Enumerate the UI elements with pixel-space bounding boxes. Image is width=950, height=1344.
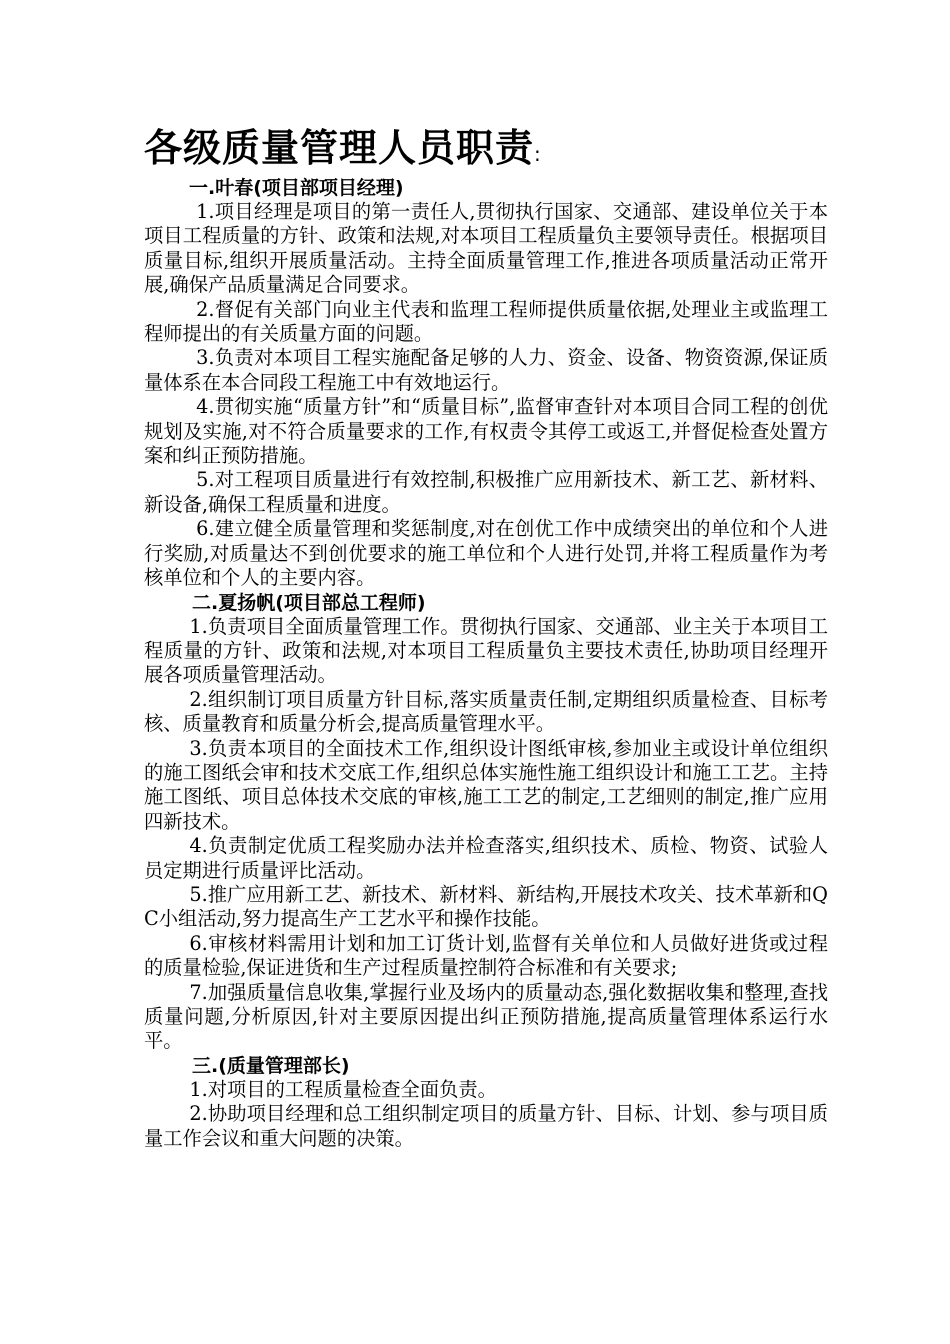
duty-paragraph: 2.督促有关部门向业主代表和监理工程师提供质量依据,处理业主或监理工程师提出的有关质量方面的问题。 — [144, 297, 828, 346]
duty-paragraph: 7.加强质量信息收集,掌握行业及场内的质量动态,强化数据收集和整理,查找质量问题,分析原因,针对主要原因提出纠正预防措施,提高质量管理体系运行水平。 — [144, 980, 828, 1053]
duty-paragraph: 2.组织制订项目质量方针目标,落实质量责任制,定期组织质量检查、目标考核、质量教育和质量分析会,提高质量管理水平。 — [144, 687, 828, 736]
duty-paragraph: 6.审核材料需用计划和加工订货计划,监督有关单位和人员做好进货或过程的质量检验,保证进货和生产过程质量控制符合标准和有关要求; — [144, 931, 828, 980]
duty-paragraph: 3.负责对本项目工程实施配备足够的人力、资金、设备、物资资源,保证质量体系在本合同段工程施工中有效地运行。 — [144, 346, 828, 394]
duty-paragraph: 1.对项目的工程质量检查全面负责。 — [189, 1077, 497, 1101]
document-title-text: 各级质量管理人员职责 — [144, 126, 535, 170]
duty-paragraph: 1.负责项目全面质量管理工作。贯彻执行国家、交通部、业主关于本项目工程质量的方针、政策和法规,对本项目工程质量负主要技术责任,协助项目经理开展各项质量管理活动。 — [144, 614, 828, 687]
section-heading: 三.(质量管理部长) — [192, 1054, 350, 1077]
section-heading: 二.夏扬帆(项目部总工程师) — [192, 591, 426, 614]
section-chief-engineer — [144, 591, 828, 1054]
document-title-colon: : — [534, 142, 541, 166]
duty-paragraph: 3.负责本项目的全面技术工作,组织设计图纸审核,参加业主或设计单位组织的施工图纸会审和技术交底工作,组织总体实施性施工组织设计和施工工艺。主持施工图纸、项目总体技术交底的审核,施工工艺的制定,工艺细则的制定,推广应用四新技术。 — [144, 736, 828, 833]
section-quality-manager — [144, 1054, 828, 1151]
duty-paragraph: 5.对工程项目质量进行有效控制,积极推广应用新技术、新工艺、新材料、新设备,确保工程质量和进度。 — [144, 468, 828, 516]
duty-paragraph: 4.负责制定优质工程奖励办法并检查落实,组织技术、质检、物资、试验人员定期进行质量评比活动。 — [144, 834, 828, 882]
document-title — [144, 120, 828, 176]
duty-paragraph: 4.贯彻实施“质量方针”和“质量目标”,监督审查针对本项目合同工程的创优规划及实施,对不符合质量要求的工作,有权责令其停工或返工,并督促检查处置方案和纠正预防措施。 — [144, 395, 828, 468]
section-project-manager — [144, 176, 828, 591]
document-body — [144, 120, 828, 1151]
duty-paragraph: 2.协助项目经理和总工组织制定项目的质量方针、目标、计划、参与项目质量工作会议和重大问题的决策。 — [144, 1102, 828, 1150]
duty-paragraph: 6.建立健全质量管理和奖惩制度,对在创优工作中成绩突出的单位和个人进行奖励,对质量达不到创优要求的施工单位和个人进行处罚,并将工程质量作为考核单位和个人的主要内容。 — [144, 517, 828, 590]
duty-paragraph: 1.项目经理是项目的第一责任人,贯彻执行国家、交通部、建设单位关于本项目工程质量的方针、政策和法规,对本项目工程质量负主要领导责任。根据项目质量目标,组织开展质量活动。主持全面质量管理工作,推进各项质量活动正常开展,确保产品质量满足合同要求。 — [144, 200, 828, 297]
duty-paragraph: 5.推广应用新工艺、新技术、新材料、新结构,开展技术攻关、技术革新和QC小组活动,努力提高生产工艺水平和操作技能。 — [144, 882, 828, 931]
section-heading: 一.叶春(项目部项目经理) — [189, 177, 404, 199]
